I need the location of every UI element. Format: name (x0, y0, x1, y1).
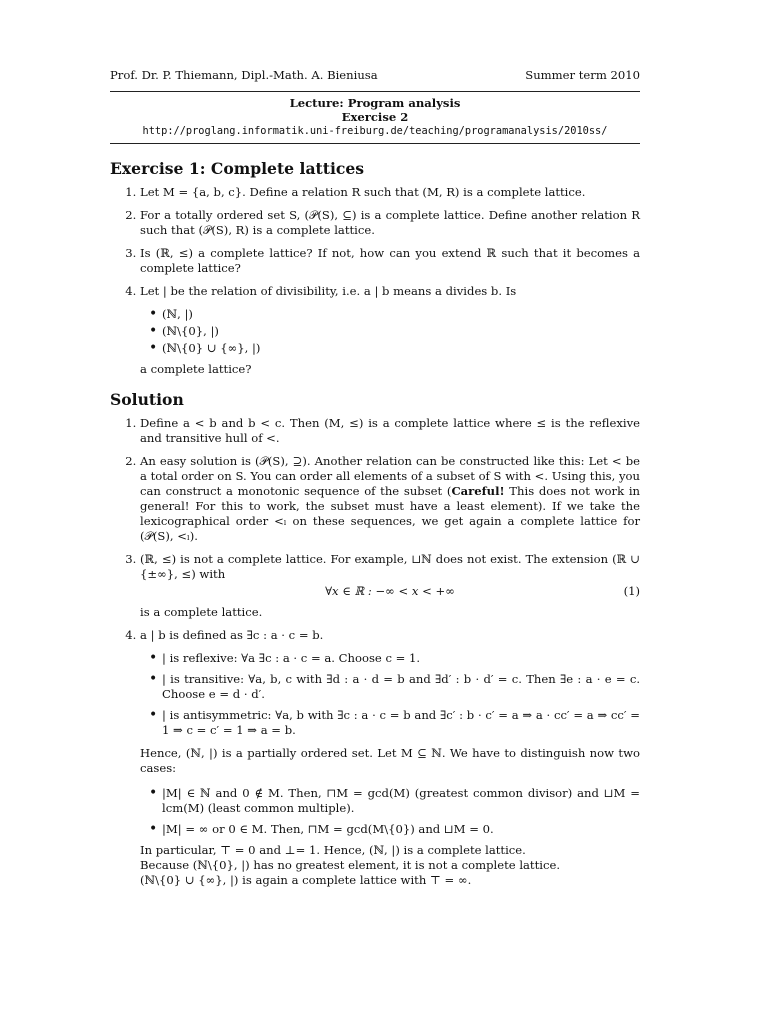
list-item: • | is antisymmetric: ∀a, b with ∃c : a · c = b and ∃c′ : b · c′ = a ⇒ a · cc′ = a ⇒ cc′ = 1 ⇒ c = c′ = 1 ⇒ a = b. (162, 708, 640, 738)
list-item (140, 552, 640, 620)
list-item: 2. For a totally ordered set S, (𝒫(S), ⊆) is a complete lattice. Define another relation R such that (𝒫(S), R) is a complete lattice. (140, 208, 640, 238)
list-item (140, 284, 640, 377)
exercise-heading: Exercise 1: Complete lattices (110, 159, 365, 178)
item3-text: (ℝ, ≤) is not a complete lattice. For example, ⊔ℕ does not exist. The extension (ℝ ∪ {±∞}, ≤) with (140, 552, 640, 581)
final-line: (ℕ\{0} ∪ {∞}, |) is again a complete lattice with ⊤ = ∞. (140, 873, 472, 887)
list-item: • | is transitive: ∀a, b, c with ∃d : a · d = b and ∃d′ : b · d′ = c. Then ∃e : a · e = c. Choose e = d · d′. (162, 672, 640, 702)
list-item: • (ℕ\{0} ∪ {∞}, |) (162, 341, 640, 356)
equation-body: ∀x ∈ ℝ : −∞ < x < +∞ (325, 584, 455, 598)
solution-heading: Solution (110, 390, 184, 409)
document-page (110, 68, 640, 896)
list-item: • (ℕ, |) (162, 307, 640, 322)
list-item (140, 628, 640, 888)
title-rule (110, 143, 640, 144)
list-item: • | is reflexive: ∀a ∃c : a · c = a. Choose c = 1. (162, 651, 640, 666)
item2-text-a: An easy solution is (𝒫(S), ⊇). Another relation can be constructed like this: Let < be a total order on S. You can order all elements of a subset of S with <. Using this, you can construct a monotonic sequence of the subset ( (140, 454, 640, 498)
list-item: • |M| ∈ ℕ and 0 ∉ M. Then, ⊓M = gcd(M) (greatest common divisor) and ⊔M = lcm(M) (least common multiple). (162, 786, 640, 816)
item3-end: is a complete lattice. (140, 605, 263, 619)
careful-note: Careful! (451, 484, 505, 498)
list-item: 3. Is (ℝ, ≤) a complete lattice? If not, how can you extend ℝ such that it becomes a complete lattice? (140, 246, 640, 276)
course-url[interactable]: http://proglang.informatik.uni-freiburg.de/teaching/programanalysis/2010ss/ (142, 125, 608, 137)
term: Summer term 2010 (525, 68, 640, 82)
authors: Prof. Dr. P. Thiemann, Dipl.-Math. A. Bieniusa (110, 68, 378, 82)
item2-text-b: This does not work in general! For this to work, the subset must have a least element). If we take the lexicographical order <ₗ on these sequences, we get again a complete lattice for (𝒫(S), <ₗ). (140, 484, 640, 543)
lecture-title: Lecture: Program analysis (289, 96, 461, 110)
exercise-number: Exercise 2 (341, 110, 409, 124)
final-line: Because (ℕ\{0}, |) has no greatest element, it is not a complete lattice. (140, 858, 561, 872)
item-text: Let | be the relation of divisibility, i.e. a | b means a divides b. Is (140, 284, 517, 298)
cases-list (140, 786, 640, 837)
list-item: 1. Let M = {a, b, c}. Define a relation R such that (M, R) is a complete lattice. (140, 185, 640, 200)
solution-list (110, 416, 640, 888)
list-item: • (ℕ\{0}, |) (162, 324, 640, 339)
sub-list (140, 307, 640, 356)
final-line: In particular, ⊤ = 0 and ⊥= 1. Hence, (ℕ, |) is a complete lattice. (140, 843, 526, 857)
item-closing: a complete lattice? (140, 362, 252, 376)
exercise-list (110, 185, 640, 377)
list-item (140, 454, 640, 544)
equation (140, 584, 640, 599)
property-list (140, 651, 640, 738)
list-item: • |M| = ∞ or 0 ∈ M. Then, ⊓M = gcd(M\{0}) and ⊔M = 0. (162, 822, 640, 837)
item4-text: a | b is defined as ∃c : a · c = b. (140, 628, 324, 642)
list-item: 1. Define a < b and b < c. Then (M, ≤) is a complete lattice where ≤ is the reflexive and transitive hull of <. (140, 416, 640, 446)
hence-paragraph: Hence, (ℕ, |) is a partially ordered set. Let M ⊆ ℕ. We have to distinguish now two cases: (140, 746, 640, 775)
equation-number: (1) (623, 584, 640, 598)
page-header (110, 68, 640, 86)
